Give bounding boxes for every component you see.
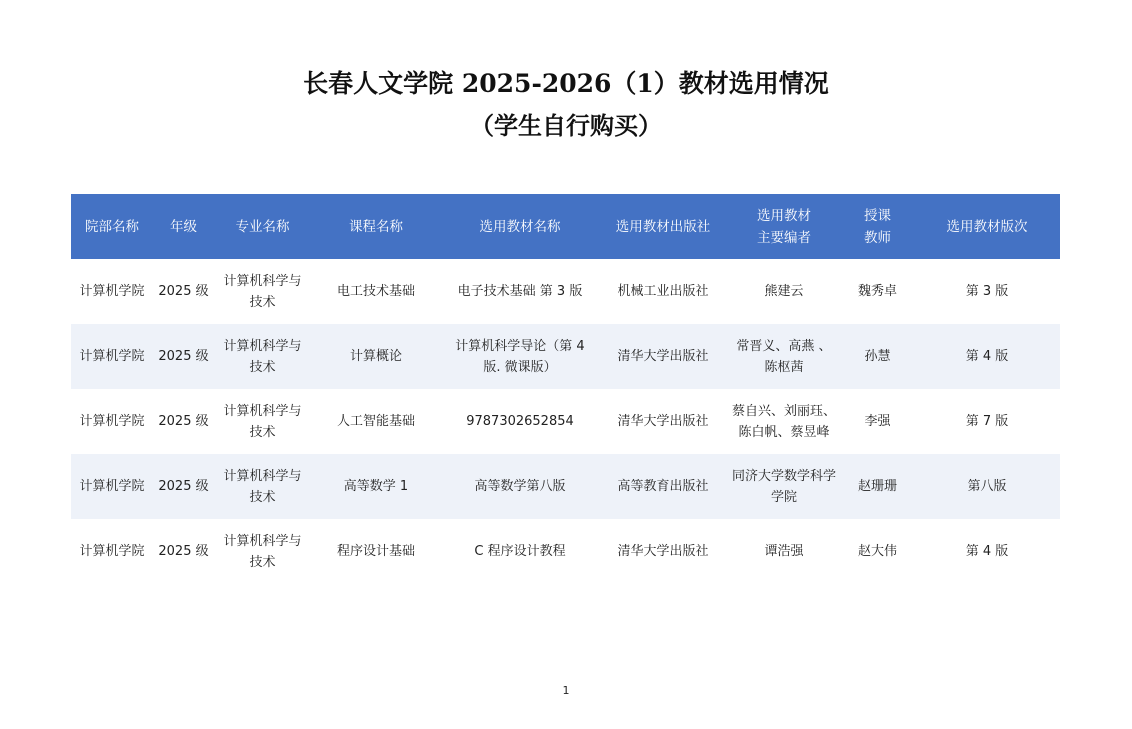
cell-grade: 2025 级 xyxy=(158,544,209,559)
cell-department: 计算机学院 xyxy=(71,324,153,389)
header-textbook-name: 选用教材名称 xyxy=(441,194,599,259)
cell-textbook-name: 9787302652854 xyxy=(466,414,574,429)
cell-department: 计算机学院 xyxy=(79,284,145,299)
table-row xyxy=(71,519,1060,584)
cell-teacher: 魏秀卓 xyxy=(857,284,897,299)
cell-major: 计算机科学与技术 xyxy=(223,403,302,440)
cell-publisher: 清华大学出版社 xyxy=(617,414,709,429)
document-subtitle: （学生自行购买） xyxy=(470,111,662,140)
cell-grade: 2025 级 xyxy=(158,284,209,299)
cell-publisher: 清华大学出版社 xyxy=(599,324,727,389)
header-course: 课程名称 xyxy=(311,194,441,259)
cell-course: 高等数学 1 xyxy=(311,454,441,519)
cell-publisher: 机械工业出版社 xyxy=(617,284,709,299)
cell-grade: 2025 级 xyxy=(158,414,209,429)
page-number: 1 xyxy=(562,684,570,697)
table-header-row xyxy=(71,194,1060,259)
textbook-table xyxy=(71,194,1060,584)
cell-department: 计算机学院 xyxy=(71,454,153,519)
cell-editors: 同济大学数学科学学院 xyxy=(727,454,841,519)
header-grade: 年级 xyxy=(153,194,214,259)
cell-major: 计算机科学与技术 xyxy=(223,533,302,570)
cell-publisher: 高等教育出版社 xyxy=(599,454,727,519)
cell-textbook-name: 电子技术基础 第 3 版 xyxy=(457,284,583,299)
table-row xyxy=(71,324,1060,389)
cell-editors: 常晋义、高燕 、陈枢茜 xyxy=(727,324,841,389)
header-major: 专业名称 xyxy=(214,194,311,259)
cell-teacher: 李强 xyxy=(864,414,891,429)
cell-course: 电工技术基础 xyxy=(336,284,415,299)
table-row xyxy=(71,259,1060,324)
header-department: 院部名称 xyxy=(71,194,153,259)
cell-publisher: 清华大学出版社 xyxy=(617,544,709,559)
cell-course: 程序设计基础 xyxy=(336,544,415,559)
cell-textbook-name: 计算机科学导论（第 4 版. 微课版） xyxy=(441,324,599,389)
table-row xyxy=(71,389,1060,454)
cell-course: 计算概论 xyxy=(311,324,441,389)
header-editors: 选用教材 主要编者 xyxy=(727,194,841,259)
cell-department: 计算机学院 xyxy=(79,414,145,429)
cell-textbook-name: 高等数学第八版 xyxy=(441,454,599,519)
cell-edition: 第 4 版 xyxy=(914,324,1060,389)
cell-edition: 第 7 版 xyxy=(965,414,1009,429)
cell-editors: 谭浩强 xyxy=(764,544,804,559)
cell-grade: 2025 级 xyxy=(153,324,214,389)
cell-edition: 第 4 版 xyxy=(965,544,1009,559)
cell-teacher: 孙慧 xyxy=(841,324,914,389)
cell-editors: 蔡自兴、刘丽珏、陈白帆、蔡昱峰 xyxy=(731,403,836,440)
table-row xyxy=(71,454,1060,519)
header-publisher: 选用教材出版社 xyxy=(599,194,727,259)
header-edition: 选用教材版次 xyxy=(914,194,1060,259)
cell-major: 计算机科学与技术 xyxy=(214,324,311,389)
cell-major: 计算机科学与技术 xyxy=(223,273,302,310)
cell-course: 人工智能基础 xyxy=(336,414,415,429)
cell-major: 计算机科学与技术 xyxy=(214,454,311,519)
cell-edition: 第八版 xyxy=(914,454,1060,519)
cell-department: 计算机学院 xyxy=(79,544,145,559)
cell-textbook-name: C 程序设计教程 xyxy=(474,544,566,559)
cell-editors: 熊建云 xyxy=(764,284,804,299)
header-teacher: 授课 教师 xyxy=(841,194,914,259)
document-title: 长春人文学院 2025-2026（1）教材选用情况 xyxy=(303,69,829,98)
cell-edition: 第 3 版 xyxy=(965,284,1009,299)
cell-teacher: 赵珊珊 xyxy=(841,454,914,519)
cell-grade: 2025 级 xyxy=(153,454,214,519)
cell-teacher: 赵大伟 xyxy=(857,544,897,559)
